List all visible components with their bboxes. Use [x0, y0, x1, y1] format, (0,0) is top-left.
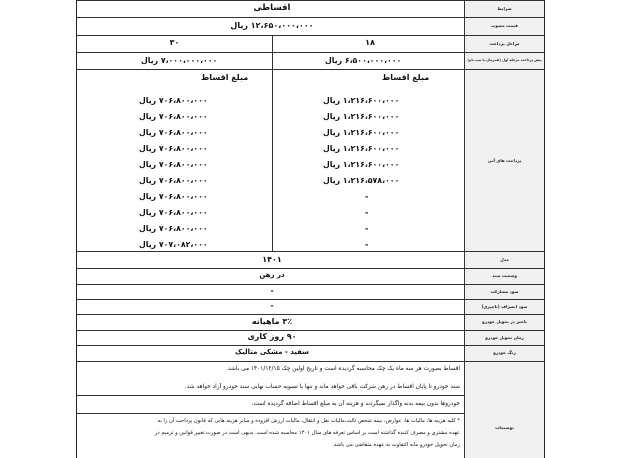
plan-left-prepayment: ۷،۰۰۰،۰۰۰،۰۰۰ ریال — [141, 56, 218, 65]
note-2: سند خودرو تا پایان اقساط در رهن شرکت باقی خواهد ماند و تنها با تسویه حساب نهایی سند خودرو آزاد خواهد شد. — [184, 384, 460, 390]
note-4: * کلیه هزینه ها، مالیات ها، عوارض، بیمه شخص ثالث،مالیات نقل و انتقال، مالیات ارزش افزوده و سایر هزینه هایی که قانون پرداخت آن را به — [157, 418, 460, 424]
plan-right-months: ۱۸ — [365, 38, 375, 47]
right-installment-1: ۱،۲۱۶،۶۰۰،۰۰۰ ریال — [323, 96, 400, 105]
delivery-time-value: ۹۰ روز کاری — [247, 332, 297, 341]
left-installment-10: ۷۰۷،۰۸۲،۰۰۰ ریال — [139, 240, 208, 249]
participation-profit-value: - — [270, 286, 274, 295]
label-price: قیمت مصوب — [491, 23, 518, 28]
right-installment-3: ۱،۲۱۶،۶۰۰،۰۰۰ ریال — [323, 128, 400, 137]
left-installment-6: ۷۰۶،۸۰۰،۰۰۰ ریال — [139, 176, 208, 185]
right-installment-2: ۱،۲۱۶،۶۰۰،۰۰۰ ریال — [323, 112, 400, 121]
car-color-value: سفید - مشکی متالیک — [234, 348, 310, 356]
left-installment-3: ۷۰۶،۸۰۰،۰۰۰ ریال — [139, 128, 208, 137]
right-installment-8: - — [365, 208, 369, 217]
label-delivery-time: زمان تحویل خودرو — [485, 335, 524, 340]
right-installment-9: - — [365, 224, 369, 233]
delay-profit-value: - — [270, 301, 274, 310]
plan-left-months: ۳۰ — [169, 38, 180, 47]
label-delay-profit: سود انصراف (تاخیری) — [481, 304, 528, 309]
left-installment-9: ۷۰۶،۸۰۰،۰۰۰ ریال — [139, 224, 208, 233]
label-payment-stages: مراحل پرداخت — [489, 41, 520, 46]
left-installment-7: ۷۰۶،۸۰۰،۰۰۰ ریال — [139, 192, 208, 201]
label-condition: شرایط — [497, 6, 512, 11]
condition-value: اقساطی — [253, 3, 291, 13]
delivery-delay-value: ۳٪ ماهیانه — [251, 317, 293, 326]
model-value: ۱۴۰۱ — [262, 255, 282, 264]
price-value: ۱۲،۶۵۰،۰۰۰،۰۰۰ ریال — [230, 21, 314, 30]
document-status-value: در رهن — [259, 271, 285, 279]
right-installment-6: ۱،۲۱۶،۵۷۸،۰۰۰ ریال — [323, 176, 400, 185]
label-car-color: رنگ خودرو — [493, 350, 516, 355]
left-installment-1: ۷۰۶،۸۰۰،۰۰۰ ریال — [139, 96, 208, 105]
left-installment-2: ۷۰۶،۸۰۰،۰۰۰ ریال — [139, 112, 208, 121]
label-notes: توضیحات — [495, 425, 514, 430]
right-installment-5: ۱،۲۱۶،۶۰۰،۰۰۰ ریال — [323, 160, 400, 169]
label-prepayment: پیش پرداخت مرحله اول (همزمان با ثبت نام) — [467, 58, 542, 62]
plan-divider — [272, 35, 273, 251]
label-installments: پرداخت های آتی — [487, 158, 522, 163]
label-model: مدل — [500, 257, 509, 262]
note-6: زمان تحویل خودرو مابه التفاوت به عهده متقاضی می باشد. — [332, 442, 460, 448]
note-3: خودروها بدون بیمه بدنه واگذار نمیگردند و هزینه آن به مبلغ اقساط اضافه گردیده است. — [251, 401, 460, 407]
label-participation-profit: سود مشارکت — [490, 289, 519, 294]
label-document-status: وضعیت سند — [492, 273, 517, 278]
left-installment-5: ۷۰۶،۸۰۰،۰۰۰ ریال — [139, 160, 208, 169]
plan-right-prepayment: ۶،۵۰۰،۰۰۰،۰۰۰ ریال — [325, 56, 402, 65]
plan-left-installments-header: مبلغ اقساط — [201, 73, 249, 82]
right-installment-10: - — [365, 240, 369, 249]
right-installment-7: - — [365, 192, 369, 201]
note-5: عهده مشتری و مصرف کننده گذاشته است بر اساس تعرفه های سال ۱۴۰۱ محاسبه شده است. بدیهی است در صورت تغییر قوانین و ترمیم در — [154, 430, 460, 436]
plan-right-installments-header: مبلغ اقساط — [382, 73, 430, 82]
right-installment-4: ۱،۲۱۶،۶۰۰،۰۰۰ ریال — [323, 144, 400, 153]
left-installment-4: ۷۰۶،۸۰۰،۰۰۰ ریال — [139, 144, 208, 153]
label-delivery-delay: تاخیر در تحویل خودرو — [482, 319, 527, 324]
left-installment-8: ۷۰۶،۸۰۰،۰۰۰ ریال — [139, 208, 208, 217]
price-table — [76, 0, 545, 458]
note-1: اقساط بصورت هر سه ماه یک چک محاسبه گردیده است و تاریخ اولین چک ۱۴۰۱/۱۲/۱۵ می باشد. — [226, 366, 460, 372]
